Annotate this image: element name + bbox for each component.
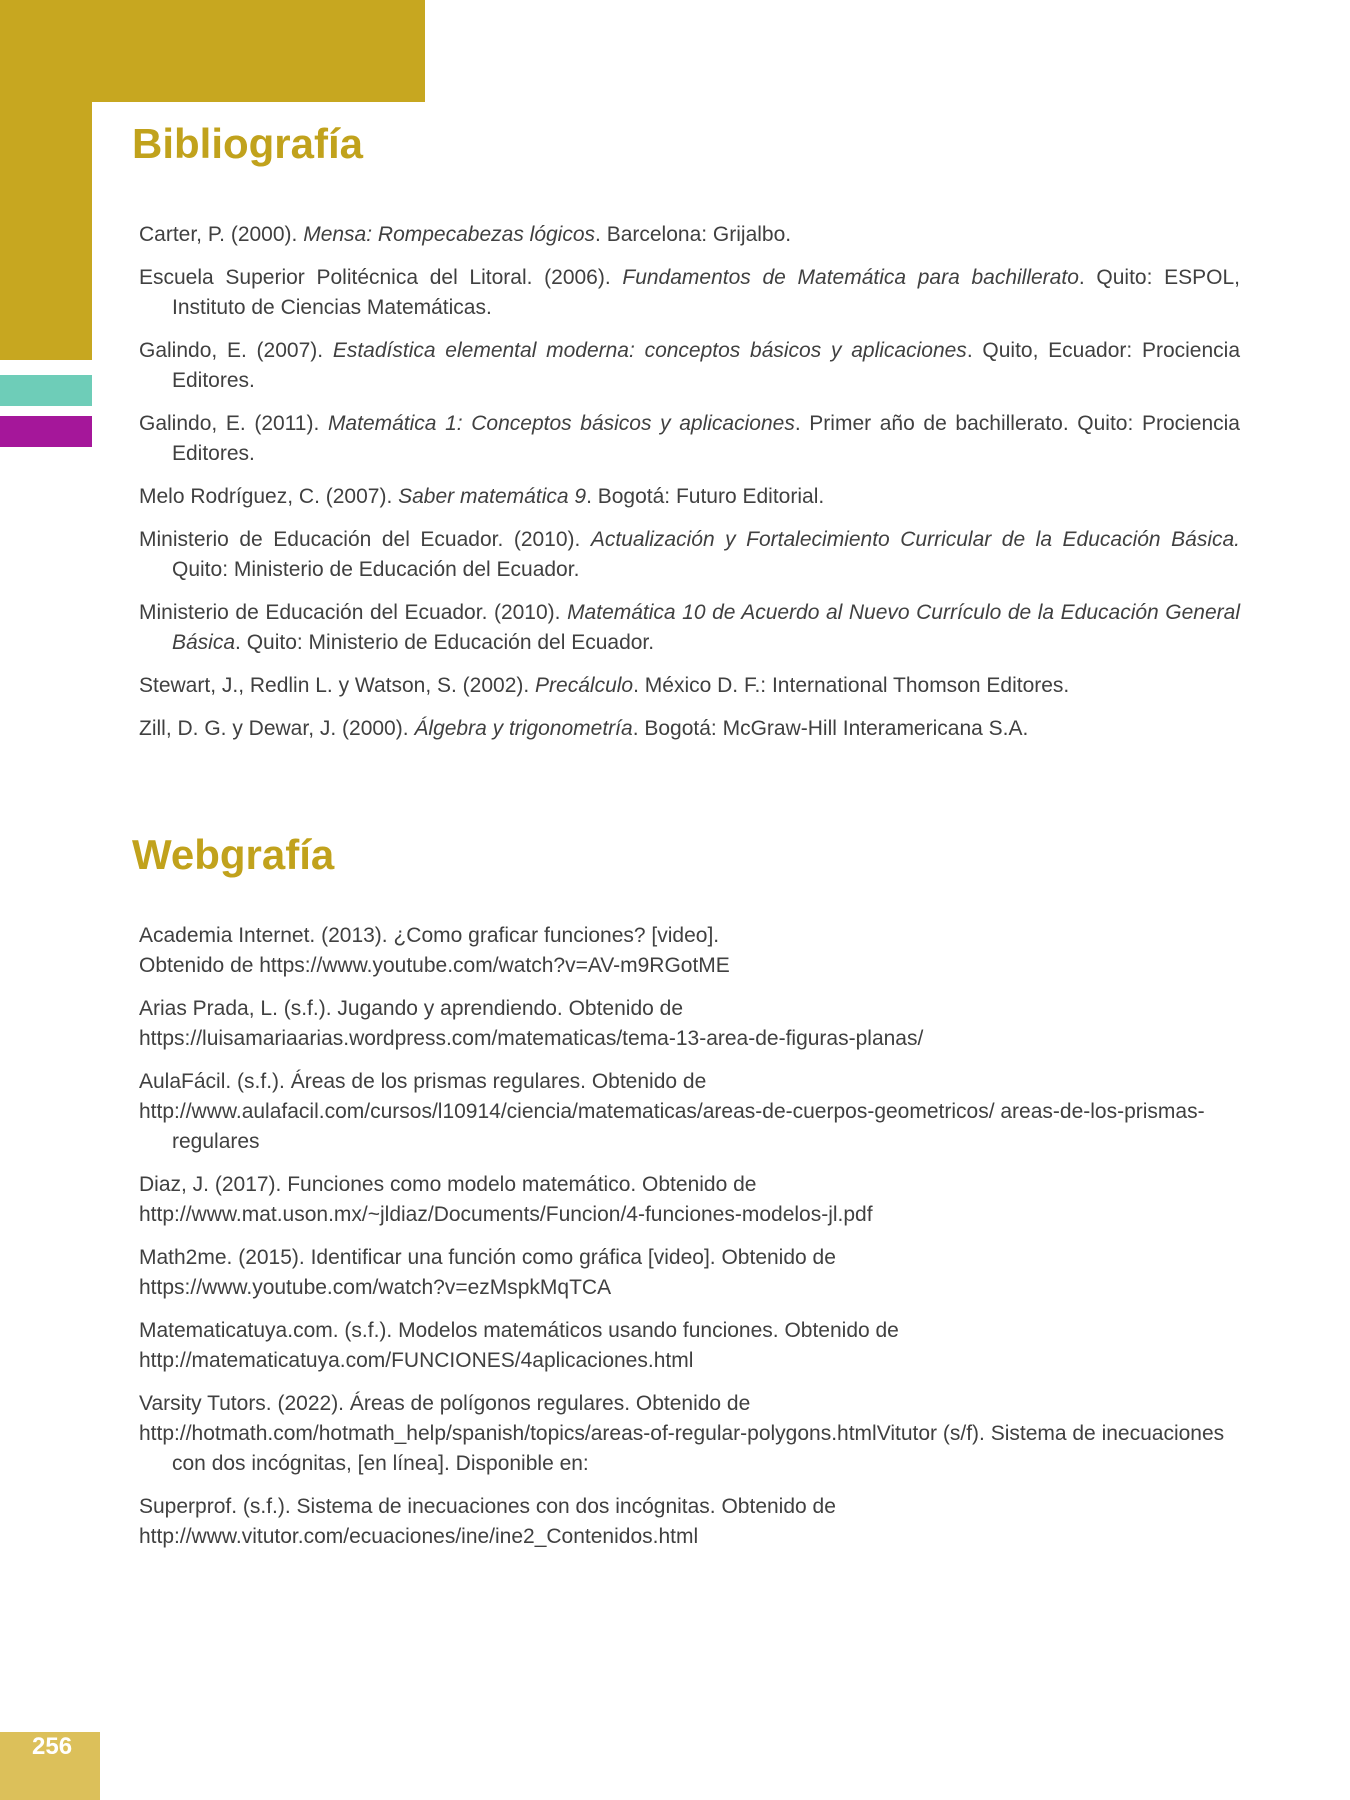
bibliography-title: Bibliografía bbox=[132, 120, 364, 167]
webgraphy-link[interactable]: http://hotmath.com/hotmath_help/spanish/topics/areas-of-regular-polygons.htmlVitutor (s/f). Sistema de inecuaciones con dos incógnitas, [en línea]. Disponible en: bbox=[139, 1422, 1225, 1475]
webgraphy-link[interactable]: http://www.aulafacil.com/cursos/l10914/ciencia/matematicas/areas-de-cuerpos-geometricos/ areas-de-los-prismas-regulares bbox=[139, 1100, 1205, 1153]
bibliography-item: Galindo, E. (2007). Estadística elemental moderna: conceptos básicos y aplicaciones. Quito, Ecuador: Prociencia Editores. bbox=[139, 339, 1241, 392]
bibliography-item: Ministerio de Educación del Ecuador. (2010). Matemática 10 de Acuerdo al Nuevo Currículo de la Educación General Básica. Quito: Ministerio de Educación del Ecuador. bbox=[139, 601, 1240, 654]
side-color-block bbox=[0, 102, 92, 360]
webgraphy-item: Arias Prada, L. (s.f.). Jugando y aprendiendo. Obtenido de https://luisamariaarias.wordpress.com/matematicas/tema-13-area-de-figuras-planas/ bbox=[139, 994, 1240, 1054]
webgraphy-item: Varsity Tutors. (2022). Áreas de polígonos regulares. Obtenido de http://hotmath.com/hotmath_help/spanish/topics/areas-of-regular-polygons.htmlVitutor (s/f). Sistema de inecuaciones con dos incógnitas, [en línea]. Disponible en: bbox=[139, 1389, 1240, 1479]
webgraphy-title: Webgrafía bbox=[132, 831, 335, 878]
bibliography-item: Ministerio de Educación del Ecuador. (2010). Actualización y Fortalecimiento Curricular de la Educación Básica. Quito: Ministerio de Educación del Ecuador. bbox=[139, 528, 1241, 581]
bibliography-item: Escuela Superior Politécnica del Litoral. (2006). Fundamentos de Matemática para bachillerato. Quito: ESPOL, Instituto de Ciencias Matemáticas. bbox=[139, 266, 1240, 319]
webgraphy-link[interactable]: http://matematicatuya.com/FUNCIONES/4aplicaciones.html bbox=[139, 1349, 694, 1372]
webgraphy-link[interactable]: https://luisamariaarias.wordpress.com/matematicas/tema-13-area-de-figuras-planas/ bbox=[139, 1027, 924, 1050]
webgraphy-item: Math2me. (2015). Identificar una función como gráfica [video]. Obtenido de https://www.youtube.com/watch?v=ezMspkMqTCA bbox=[139, 1243, 1240, 1303]
webgraphy-item: Superprof. (s.f.). Sistema de inecuaciones con dos incógnitas. Obtenido de http://www.vitutor.com/ecuaciones/ine/ine2_Contenidos.html bbox=[139, 1492, 1240, 1552]
header-color-block bbox=[0, 0, 425, 102]
bibliography-item: Carter, P. (2000). Mensa: Rompecabezas lógicos. Barcelona: Grijalbo. bbox=[139, 223, 792, 246]
bibliography-list bbox=[139, 220, 1240, 757]
webgraphy-item: Diaz, J. (2017). Funciones como modelo matemático. Obtenido de http://www.mat.uson.mx/~jldiaz/Documents/Funcion/4-funciones-modelos-jl.pdf bbox=[139, 1170, 1240, 1230]
webgraphy-item: AulaFácil. (s.f.). Áreas de los prismas regulares. Obtenido de http://www.aulafacil.com/cursos/l10914/ciencia/matematicas/areas-de-cuerpos-geometricos/ areas-de-los-prismas-regulares bbox=[139, 1067, 1240, 1157]
magenta-accent-bar bbox=[0, 416, 92, 447]
bibliography-item: Galindo, E. (2011). Matemática 1: Conceptos básicos y aplicaciones. Primer año de bachillerato. Quito: Prociencia Editores. bbox=[139, 412, 1240, 465]
bibliography-item: Stewart, J., Redlin L. y Watson, S. (2002). Precálculo. México D. F.: International Thomson Editores. bbox=[139, 674, 1070, 697]
bibliography-item: Melo Rodríguez, C. (2007). Saber matemática 9. Bogotá: Futuro Editorial. bbox=[139, 485, 825, 508]
bibliography-item: Zill, D. G. y Dewar, J. (2000). Álgebra y trigonometría. Bogotá: McGraw-Hill Interamericana S.A. bbox=[139, 717, 1029, 740]
webgraphy-link[interactable]: Obtenido de https://www.youtube.com/watch?v=AV-m9RGotME bbox=[139, 954, 730, 977]
webgraphy-item: Academia Internet. (2013). ¿Como graficar funciones? [video]. Obtenido de https://www.youtube.com/watch?v=AV-m9RGotME bbox=[139, 921, 1240, 981]
teal-accent-bar bbox=[0, 375, 92, 406]
webgraphy-link[interactable]: https://www.youtube.com/watch?v=ezMspkMqTCA bbox=[139, 1276, 612, 1299]
page-number: 256 bbox=[32, 1733, 73, 1760]
webgraphy-link[interactable]: http://www.vitutor.com/ecuaciones/ine/ine2_Contenidos.html bbox=[139, 1525, 699, 1548]
webgraphy-link[interactable]: http://www.mat.uson.mx/~jldiaz/Documents/Funcion/4-funciones-modelos-jl.pdf bbox=[139, 1203, 873, 1226]
webgraphy-list bbox=[139, 921, 1240, 1565]
webgraphy-item: Matematicatuya.com. (s.f.). Modelos matemáticos usando funciones. Obtenido de http://matematicatuya.com/FUNCIONES/4aplicaciones.html bbox=[139, 1316, 1240, 1376]
